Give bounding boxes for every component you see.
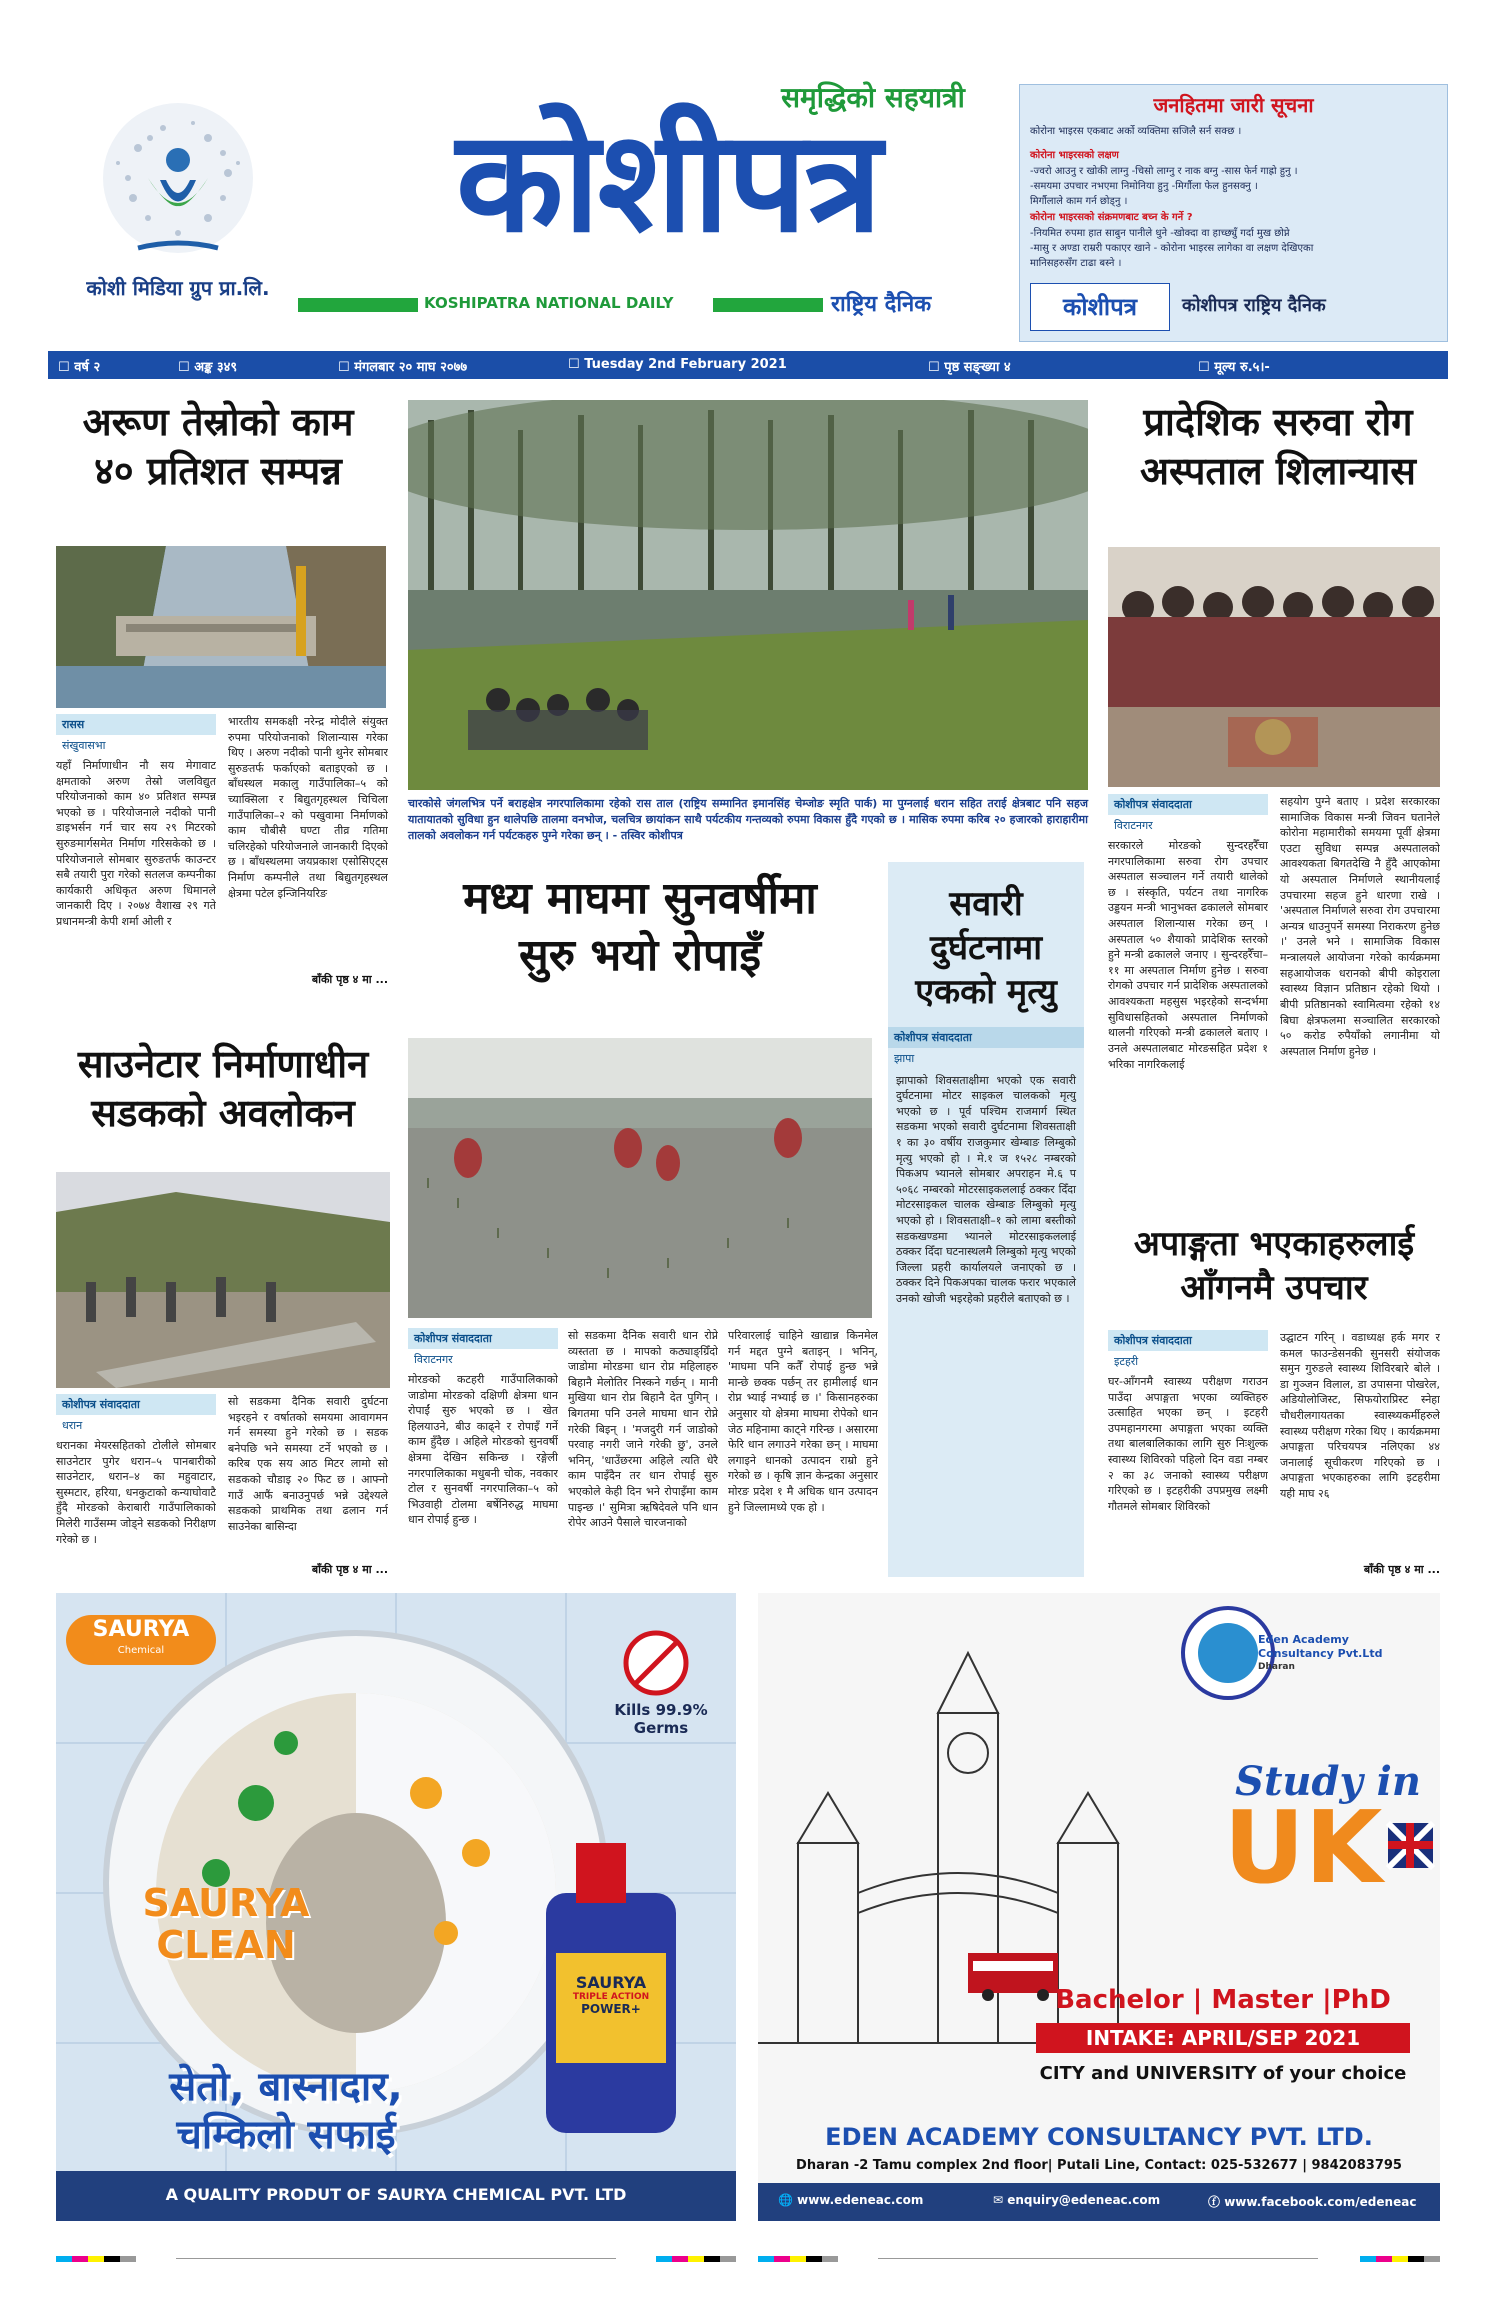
- programs-label: Bachelor | Master |PhD: [1055, 1985, 1391, 2015]
- masthead-title: कोशीपत्र: [455, 101, 881, 264]
- story6-byline: कोशीपत्र संवाददाता इटहरी: [1108, 1330, 1268, 1372]
- study-in-label: Study in: [1235, 1758, 1421, 1805]
- road-construction-image: [56, 1172, 390, 1388]
- prevent-heading: कोरोना भाइरसको संक्रमणबाट बच्न के गर्ने ?: [1030, 212, 1193, 223]
- story3-photo: [408, 1038, 872, 1318]
- story1-photo: [56, 546, 386, 708]
- story6-continued: बाँकी पृष्ठ ४ मा ...: [1363, 1563, 1440, 1576]
- eden-facebook[interactable]: ⓕ www.facebook.com/edeneac: [1208, 2195, 1417, 2209]
- saurya-ad[interactable]: [56, 1593, 736, 2221]
- issue-info-bar: [48, 351, 1448, 379]
- eden-email[interactable]: ✉ enquiry@edeneac.com: [993, 2193, 1161, 2207]
- story3-body-col3: परिवारलाई चाहिने खाद्यान्न किनमेल गर्न मद्दत पुग्ने बताइन् । भनिन्, 'माघमा पनि कतैँ रोपाई हुन्छ भन्ने मान्छे छक्क पर्छन् तर हामीलाई धान रोप्न भ्याई नभ्याई छ ।' किसानहरुका अनुसार यो क्षेत्रमा माघमा रोपेको धान जेठ महिनामा काट्ने गरिन्छ । असारमा फेरि धान लगाउने गरेका छन् । माघमा लगाइने धानको उत्पादन राम्रो हुने गरेको छ । कृषि ज्ञान केन्द्रका अनुसार मोरङ प्रदेश १ मै अधिक धान उत्पादन हुने जिल्लामध्ये एक हो ।: [728, 1329, 878, 1514]
- facebook-icon: ⓕ: [1208, 2195, 1225, 2209]
- year-label: ☐ वर्ष २: [58, 360, 101, 375]
- story2-headline: प्रादेशिक सरुवा रोग अस्पताल शिलान्यास: [1140, 400, 1416, 494]
- checkbox-icon: ☐: [338, 360, 355, 375]
- uk-label: UK: [1223, 1789, 1383, 1906]
- intake-banner: INTAKE: APRIL/SEP 2021: [1036, 2023, 1410, 2053]
- story1-continued: बाँकी पृष्ठ ४ मा ...: [311, 973, 388, 986]
- story2-byline: कोशीपत्र संवाददाता विराटनगर: [1108, 794, 1268, 836]
- story1-body-col2: भारतीय समकक्षी नरेन्द्र मोदीले संयुक्त रुपमा परियोजनाको शिलान्यास गरेका थिए । अरुण नदीको पानी थुनेर सोमबार सुरुङतर्फ फर्काएको बताइएको छ । बाँधस्थल मकालु गाउँपालिका–५ को च्याक्सिला र बिद्युतगृहस्थल चिचिला गाउँपालिका–२ को पखुवामा निर्माणको काम चौबीसै घण्टा तीव्र गतिमा चलिरहेको परियोजनाले जानकारी दिएको छ । बाँधस्थलमा जयप्रकाश एसोसिएट्स निर्माण कम्पनीले तथा बिद्युतगृहस्थल क्षेत्रमा पटेल इन्जिनियरिङ: [228, 715, 388, 900]
- saurya-footer: A QUALITY PRODUT OF SAURYA CHEMICAL PVT. LTD: [165, 2185, 627, 2204]
- story4-headline: सवारी दुर्घटनामा एकको मृत्यु: [915, 884, 1057, 1013]
- green-rule-left: [298, 298, 418, 312]
- story3-body-col2: सो सडकमा दैनिक सवारी धान रोप्ने व्यस्तता छ । मापको कठ्याङ्ग्रिँदो जाडोमा मोरङमा धान रोप्न महिलाहरु बिहानै मेलोतिर निस्कने गर्छन् । मानी मुखिया धान रोप्न बिहानै देत पुगिन् । बिगतमा पनि उनले माघमा धान रोप्ने गरेकी बिइन् । 'मजदुरी गर्न जाडोको परवाह नगरी जाने गरेकी छु', उनले भनिन्, 'धाउँछरमा अहिले त्यति धेरै काम पाइँदैन तर धान रोपाई सुरु भएकोले केही दिन भने रोपाइँमा काम पाइन्छ ।' सुमित्रा ऋषिदेवले पनि धान रोपेर आउने पैसाले चारजनाको: [568, 1329, 718, 1530]
- price-label: ☐ मूल्य रु.५।-: [1198, 360, 1270, 375]
- hydropower-site-image: [56, 546, 386, 708]
- page-count: ☐ पृष्ठ सङ्ख्या ४: [928, 360, 1011, 375]
- checkbox-icon: ☐: [928, 360, 945, 375]
- public-notice-box: [1019, 84, 1448, 342]
- bottle-label: SAURYA TRIPLE ACTION POWER+: [572, 1973, 650, 2016]
- checkbox-icon: ☐: [58, 360, 75, 375]
- eden-logo-text: Eden Academy Consultancy Pvt.Ltd Dharan: [1258, 1633, 1383, 1672]
- subtitle-english: KOSHIPATRA NATIONAL DAILY: [424, 294, 674, 312]
- print-registration-left: [56, 2256, 736, 2262]
- story4-body: झापाको शिवसताक्षीमा भएको एक सवारी दुर्घटनामा मोटर साइकल चालकको मृत्यु भएको छ । पूर्व पश्चिम राजमार्ग स्थित सडकमा भएको सवारी दुर्घटनामा शिवसताक्षी १ का ३० वर्षीय राजकुमार खेम्बाङ लिम्बुको मृत्यु भएको हो । मे.१ ज १५२८ नम्बरको पिकअप भ्यानले सोमबार अपराहन मे.६ प ५०६८ नम्बरको मोटरसाइकललाई ठक्कर दिँदा मोटरसाइकल चालक खेम्बाङ लिम्बुको मृत्यु भएको हो । शिवसताक्षी–१ को लामा बस्तीको सडकखण्डमा भ्यानले मोटरसाइकललाई ठक्कर दिँदा घटनास्थलमै लिम्बुको मृत्यु भएको जिल्ला प्रहरी कार्यालयले जनाएको छ । ठक्कर दिने पिकअपका चालक फरार भएकाले उनको खोजी भइरहेको प्रहरीले बताएको छ ।: [896, 1073, 1076, 1306]
- notice-logo-text: कोशीपत्र: [1062, 293, 1138, 321]
- germ-kill-claim: Kills 99.9% Germs: [614, 1701, 708, 1737]
- story2-body-col2: सहयोग पुग्ने बताए । प्रदेश सरकारका सामाजिक विकास मन्त्री जिवन घतानेले कोरोना महामारीको समयमा पूर्वी क्षेत्रमा एउटा सुविधा सम्पन्न अस्पतालको आवश्यकता बिगतदेखि नै हुँदै आएकोमा यो अस्पताल निर्माणले स्थानीयलाई उपचारमा सहज हुने धारणा राखे । 'अस्पताल निर्माणले सरुवा रोग उपचारमा अन्यत्र धाउनुपर्ने समस्या निराकरण हुनेछ ।' उनले भने । सामाजिक विकास मन्त्रालयले आयोजना गरेको कार्यक्रममा सहआयोजक धरानको बीपी कोइराला स्वास्थ्य विज्ञान प्रतिष्ठान रहेको थियो । बीपी प्रतिष्ठानको स्वामित्वमा रहेको १४ बिघा क्षेत्रफलमा सञ्चालित सरकारको ५० करोड रुपैयाँको लगानीमा यो अस्पताल निर्माण हुनेछ ।: [1280, 795, 1440, 1058]
- checkbox-icon: ☐: [178, 360, 195, 375]
- prevent-line-3: मानिसहरुसँग टाढा बस्ने ।: [1030, 258, 1122, 269]
- eden-address: Dharan -2 Tamu complex 2nd floor| Putali Line, Contact: 025-532677 | 9842083795: [796, 2158, 1402, 2173]
- story6-headline: अपाङ्गता भएकाहरुलाई आँगनमै उपचार: [1133, 1224, 1415, 1309]
- story2-body-col1: सरकारले मोरङको सुन्दरहरैँचा नगरपालिकामा सरुवा रोग उपचार अस्पताल सञ्चालन गर्ने तयारी थालेको छ । संस्कृति, पर्यटन तथा नागरिक उड्डयन मन्त्री भानुभक्त ढकालले सोमबार अस्पताल शिलान्यास गरेका छन् । अस्पताल ५० शैयाको प्रादेशिक स्तरको हुने मन्त्री ढकालले जनाए । सुन्दरहरैँचा–११ मा अस्पताल निर्माण हुनेछ । सरुवा रोगको उपचार गर्न प्रादेशिक अस्पतालको आवश्यकता महसुस भइरहेको सन्दर्भमा सुविधासहितको अस्पताल निर्माणको थालनी गरिएको मन्त्री ढकालले बताए । उनले अस्पतालबाट मोरङसहित प्रदेश १ भरिका नागरिकलाई: [1108, 839, 1268, 1071]
- notice-intro: कोरोना भाइरस एकबाट अर्को व्यक्तिमा सजिलै सर्न सक्छ ।: [1030, 126, 1242, 137]
- checkbox-icon: ☐: [1198, 360, 1215, 375]
- eden-academy-ad[interactable]: [758, 1593, 1440, 2221]
- saurya-slogan: सेतो, बास्नादार, चम्किलो सफाई: [169, 2064, 403, 2158]
- story5-headline: साउनेटार निर्माणाधीन सडकको अवलोकन: [77, 1042, 369, 1136]
- prevent-line-1: -नियमित रुपमा हात साबुन पानीले धुने -खोक्दा वा हाच्छ्युँ गर्दा मुख छोप्ने: [1030, 228, 1290, 239]
- english-date: ☐ Tuesday 2nd February 2021: [568, 357, 787, 372]
- publisher-logo: [78, 98, 278, 278]
- paddy-planting-image: [408, 1038, 872, 1318]
- story1-body-col1: यहाँ निर्माणाधीन नौ सय मेगावाट क्षमताको अरुण तेस्रो जलविद्युत परियोजनाको काम ४० प्रतिशत सम्पन्न भएको छ । परियोजनाले नदीको पानी डाइभर्सन गर्न चार सय २९ मिटरको सुरुङमार्गसमेत निर्माण गरिसकेको छ । परियोजनाले सोमबार सुरुङतर्फ काउन्टर सबै तयारी पुरा गरेको सतलज कम्पनीका कार्यकारी अधिकृत अरुण धिमानले जानकारी दिए । २०७४ वैशाख २९ गते प्रधानमन्त्री केपी शर्मा ओली र: [56, 759, 216, 929]
- masthead: [48, 78, 1008, 343]
- lake-picnic-image: [408, 400, 1088, 790]
- email-icon: ✉: [993, 2193, 1008, 2207]
- globe-logo-icon: [78, 98, 278, 278]
- notice-logo: [1030, 283, 1170, 331]
- story3-byline: कोशीपत्र संवाददाता विराटनगर: [408, 1328, 558, 1370]
- lake-photo: [408, 400, 1088, 790]
- story3-body-col1: मोरङको कटहरी गाउँपालिकाको जाडोमा मोरङको दक्षिणी क्षेत्रमा धान रोपाईं सुरु भएको छ । खेत हिलयाउने, बीउ काढ्ने र रोपाइँ गर्ने काम हुँदैछ । अहिले मोरङको सुनवर्षी क्षेत्रमा देखिन सकिन्छ । रङ्गेली नगरपालिकाका मधुबनी चोक, नवकार टोल र सुनवर्षी नगरपालिका–५ को भिउवाही टोलमा बर्षेनिरुद्ध माघमा धान रोपाई हुन्छ ।: [408, 1373, 558, 1527]
- symptom-line-1: -ज्वरो आउनु र खोकी लाग्नु -चिसो लाग्नु र नाक बग्नु -सास फेर्न गाह्रो हुनु ।: [1030, 166, 1298, 177]
- story1-headline: अरूण तेस्रोको काम ४० प्रतिशत सम्पन्न: [82, 400, 354, 494]
- story5-continued: बाँकी पृष्ठ ४ मा ...: [311, 1563, 388, 1576]
- story6-body-col2: उद्घाटन गरिन् । वडाध्यक्ष हर्क मगर र कमल फाउन्डेसनकी सुनसरी संयोजक समुन गुरुङले स्वास्थ्य शिविरबारे बोले । डा गुञ्जन विलाल, डा उपासना पोखरेल, अडियोलोजिस्ट, सिफयोराप्रिस्ट स्नेहा चौधरीलगायतका स्वास्थ्यकर्मीहरुले स्वास्थ्य परीक्षण गरेका थिए । कार्यक्रममा अपाङ्गता परिचयपत्र नलिएका ४४ जनालाई सूचीकरण गरिएको छ । अपाङ्गता भएकाहरुका लागि इटहरीमा यही माघ २६: [1280, 1331, 1440, 1501]
- subtitle-nepali: राष्ट्रिय दैनिक: [831, 292, 932, 317]
- nepali-date: ☐ मंगलबार २० माघ २०७७: [338, 360, 468, 375]
- story2-photo: [1108, 547, 1440, 787]
- masthead-tagline: समृद्धिको सहयात्री: [781, 81, 965, 114]
- prevent-line-2: -मासु र अण्डा राम्ररी पकाएर खाने - कोरोना भाइरस लागेका वा लक्षण देखिएका: [1030, 243, 1314, 254]
- checkbox-icon: ☐: [568, 357, 585, 372]
- lake-photo-caption: चारकोसे जंगलभित्र पर्ने बराहक्षेत्र नगरपालिकामा रहेको रास ताल (राष्ट्रिय सम्मानित इमानसिंह चेम्जोङ स्मृति पार्क) मा पुग्नलाई धरान सहित तराई क्षेत्रबाट पनि सहज यातायातको सुविधा हुन थालेपछि तालमा वनभोज, चलचित्र छायांकन साथै पर्यटकीय गन्तव्यको रुपमा विकास हुँदै गएको छ । मासिक रुपमा करिब २० हजारको हाराहारीमा तालको अवलोकन गर्न पर्यटकहरु पुग्ने गरेका छन् । - तस्विर कोशीपत्र: [408, 797, 1088, 842]
- globe-icon: 🌐: [778, 2193, 798, 2207]
- symptom-line-3: मिर्गौलाले काम गर्न छोड्नु ।: [1030, 196, 1128, 207]
- story3-headline: मध्य माघमा सुनवर्षीमा सुरु भयो रोपाइँ: [463, 873, 817, 982]
- story5-body-col1: धरानका मेयरसहितको टोलीले सोमबार साउनेटार पुगेर धरान–५ पानबारीको साउनेटार, धरान–४ का महुवाटार, सुस्मटार, हरिया, धनकुटाको कन्याघोवाटै हुँदै मोरङको केराबारी गाउँपालिकाको मिलेरी गाउँसम्म जोड्ने सडकको निरीक्षण गरेको छ ।: [56, 1439, 216, 1546]
- notice-footer: कोशीपत्र राष्ट्रिय दैनिक: [1182, 295, 1326, 316]
- issue-label: ☐ अङ्क ३४९: [178, 360, 238, 375]
- saurya-brand-logo: SAURYA Chemical: [66, 1615, 216, 1665]
- eden-tagline: CITY and UNIVERSITY of your choice: [1039, 2063, 1407, 2084]
- green-rule-right: [713, 298, 823, 312]
- eden-company-name: EDEN ACADEMY CONSULTANCY PVT. LTD.: [825, 2123, 1373, 2151]
- publisher-name: कोशी मिडिया ग्रुप प्रा.लि.: [86, 276, 270, 300]
- story5-byline: कोशीपत्र संवाददाता धरान: [56, 1394, 216, 1436]
- story6-body-col1: घर-आँगनमै स्वास्थ्य परीक्षण गराउन पाउँदा अपाङ्गता भएका व्यक्तिहरु उत्साहित भएका छन् । इटहरी उपमहानगरमा अपाङ्गता भएका व्यक्ति तथा बालबालिकाका लागि सुरु निःशुल्क स्वास्थ्य शिविरको पहिलो दिन वडा नम्बर २ का ३८ जनाको स्वास्थ्य परीक्षण गरिएको छ । इटहरीकी उपप्रमुख लक्ष्मी गौतमले सोमबार शिविरको: [1108, 1375, 1268, 1513]
- story4-byline: कोशीपत्र संवाददाता झापा: [888, 1027, 1084, 1069]
- saurya-clean-title: SAURYA CLEAN: [142, 1881, 310, 1967]
- story5-photo: [56, 1172, 390, 1388]
- symptoms-heading: कोरोना भाइरसको लक्षण: [1030, 150, 1119, 161]
- notice-title: जनहितमा जारी सूचना: [1153, 93, 1314, 117]
- print-registration-right: [758, 2256, 1440, 2262]
- symptom-line-2: -समयमा उपचार नभएमा निमोनिया हुनु -मिर्गौला फेल हुनसक्नु ।: [1030, 181, 1258, 192]
- story4-box: [888, 862, 1084, 1577]
- story5-body-col2: सो सडकमा दैनिक सवारी दुर्घटना भइरहने र वर्षातको समयमा आवागमन गर्न समस्या हुने गरेको छ । सडक बनेपछि भने समस्या टर्ने भएको छ । करिब एक सय आठ मिटर लामो सो सडकको चौडाइ २० फिट छ । आफ्नो गाउँ आफैं बनाउनुपर्छ भन्ने उद्देश्यले सडकको प्राथमिक तथा ढलान गर्न साउनेका बासिन्दा: [228, 1395, 388, 1533]
- eden-website[interactable]: 🌐 www.edeneac.com: [778, 2193, 924, 2207]
- foundation-ceremony-image: [1108, 547, 1440, 787]
- story1-byline: रासस संखुवासभा: [56, 714, 216, 756]
